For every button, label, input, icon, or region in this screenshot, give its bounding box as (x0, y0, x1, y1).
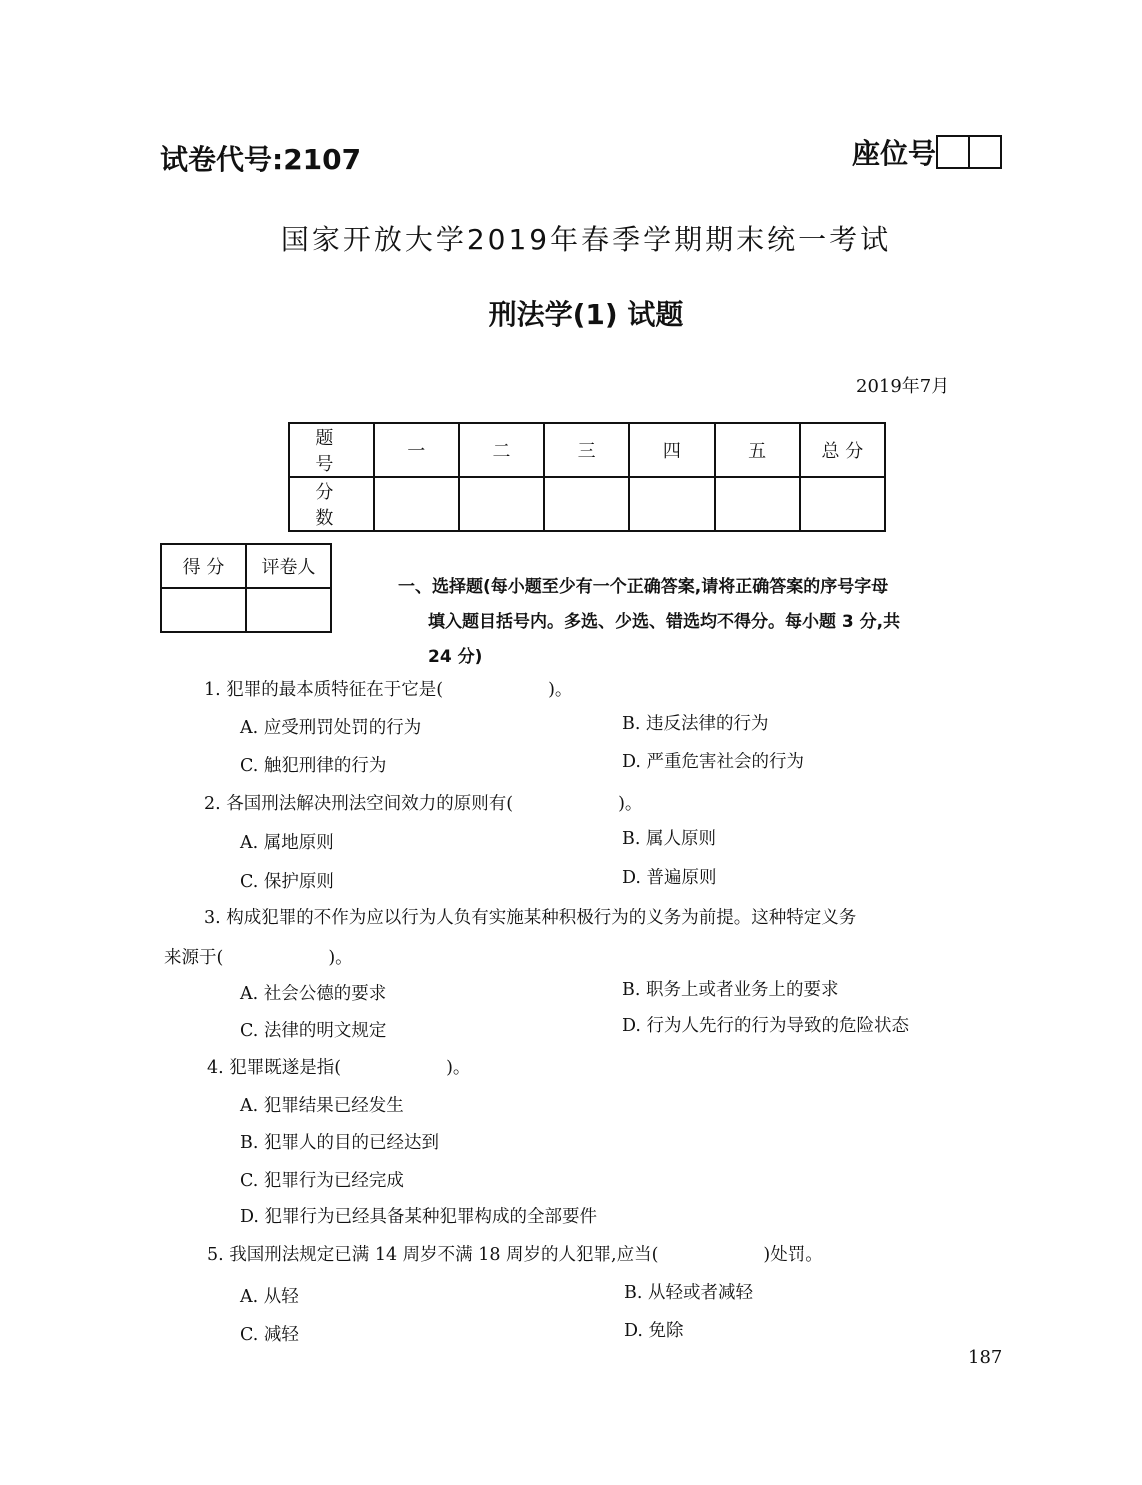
subject-title: 刑法学(1) 试题 (488, 298, 684, 331)
score-blank-3 (544, 477, 629, 531)
seat-label: 座位号 (852, 137, 937, 170)
score-cell-label: 题 号 (289, 423, 374, 477)
option-d: D. 行为人先行的行为导致的危险状态 (622, 1016, 910, 1036)
option-d: D. 严重危害社会的行为 (622, 752, 805, 772)
option-a: A. 社会公德的要求 (240, 984, 387, 1004)
option-b: B. 从轻或者减轻 (624, 1283, 753, 1303)
option-c: C. 犯罪行为已经完成 (240, 1171, 404, 1191)
score-cell-2: 二 (459, 423, 544, 477)
grader-score-label: 得 分 (161, 544, 246, 588)
section1-instruction-end: 24 分) (428, 647, 483, 667)
question-stem: 2. 各国刑法解决刑法空间效力的原则有( )。 (204, 794, 643, 814)
seat-box-2 (970, 135, 1002, 169)
grader-score-blank (161, 588, 246, 632)
score-cell-1: 一 (374, 423, 459, 477)
question-stem: 4. 犯罪既遂是指( )。 (207, 1058, 471, 1078)
score-blank-total (800, 477, 885, 531)
option-a: A. 犯罪结果已经发生 (240, 1096, 404, 1116)
exam-date: 2019年7月 (856, 376, 950, 397)
option-d: D. 犯罪行为已经具备某种犯罪构成的全部要件 (240, 1207, 598, 1227)
paper-code: 试卷代号:2107 (160, 143, 362, 176)
option-d: D. 普遍原则 (622, 868, 717, 888)
section1-instruction: 填入题目括号内。多选、少选、错选均不得分。每小题 3 分,共 (428, 612, 901, 632)
section1-heading: 一、选择题(每小题至少有一个正确答案,请将正确答案的序号字母 (398, 577, 889, 597)
exam-title: 国家开放大学2019年春季学期期末统一考试 (280, 223, 892, 256)
option-a: A. 属地原则 (240, 833, 334, 853)
option-c: C. 触犯刑律的行为 (240, 756, 387, 776)
score-table-score-row (289, 477, 885, 531)
score-blank-4 (629, 477, 714, 531)
score-cell-total: 总 分 (800, 423, 885, 477)
page-number: 187 (968, 1347, 1003, 1368)
score-cell-5: 五 (715, 423, 800, 477)
seat-box-1 (936, 135, 970, 169)
option-b: B. 犯罪人的目的已经达到 (240, 1133, 439, 1153)
option-b: B. 违反法律的行为 (622, 714, 769, 734)
score-cell-4: 四 (629, 423, 714, 477)
option-c: C. 保护原则 (240, 872, 334, 892)
question-stem: 5. 我国刑法规定已满 14 周岁不满 18 周岁的人犯罪,应当( )处罚。 (207, 1245, 823, 1265)
score-cell-3: 三 (544, 423, 629, 477)
option-b: B. 属人原则 (622, 829, 716, 849)
question-stem: 1. 犯罪的最本质特征在于它是( )。 (204, 680, 573, 700)
seat-number (852, 132, 1002, 172)
score-blank-1 (374, 477, 459, 531)
option-c: C. 减轻 (240, 1325, 299, 1345)
option-d: D. 免除 (624, 1321, 684, 1341)
question-stem-continued: 来源于( )。 (164, 948, 353, 968)
option-a: A. 应受刑罚处罚的行为 (240, 718, 422, 738)
score-blank-5 (715, 477, 800, 531)
question-stem: 3. 构成犯罪的不作为应以行为人负有实施某种积极行为的义务为前提。这种特定义务 (204, 908, 857, 928)
option-a: A. 从轻 (240, 1287, 299, 1307)
option-b: B. 职务上或者业务上的要求 (622, 980, 839, 1000)
score-table-header-row (289, 423, 885, 477)
grader-label: 评卷人 (246, 544, 331, 588)
score-table (288, 422, 886, 532)
grader-name-blank (246, 588, 331, 632)
grader-table (160, 543, 332, 633)
score-row-label: 分 数 (289, 477, 374, 531)
score-blank-2 (459, 477, 544, 531)
option-c: C. 法律的明文规定 (240, 1021, 387, 1041)
